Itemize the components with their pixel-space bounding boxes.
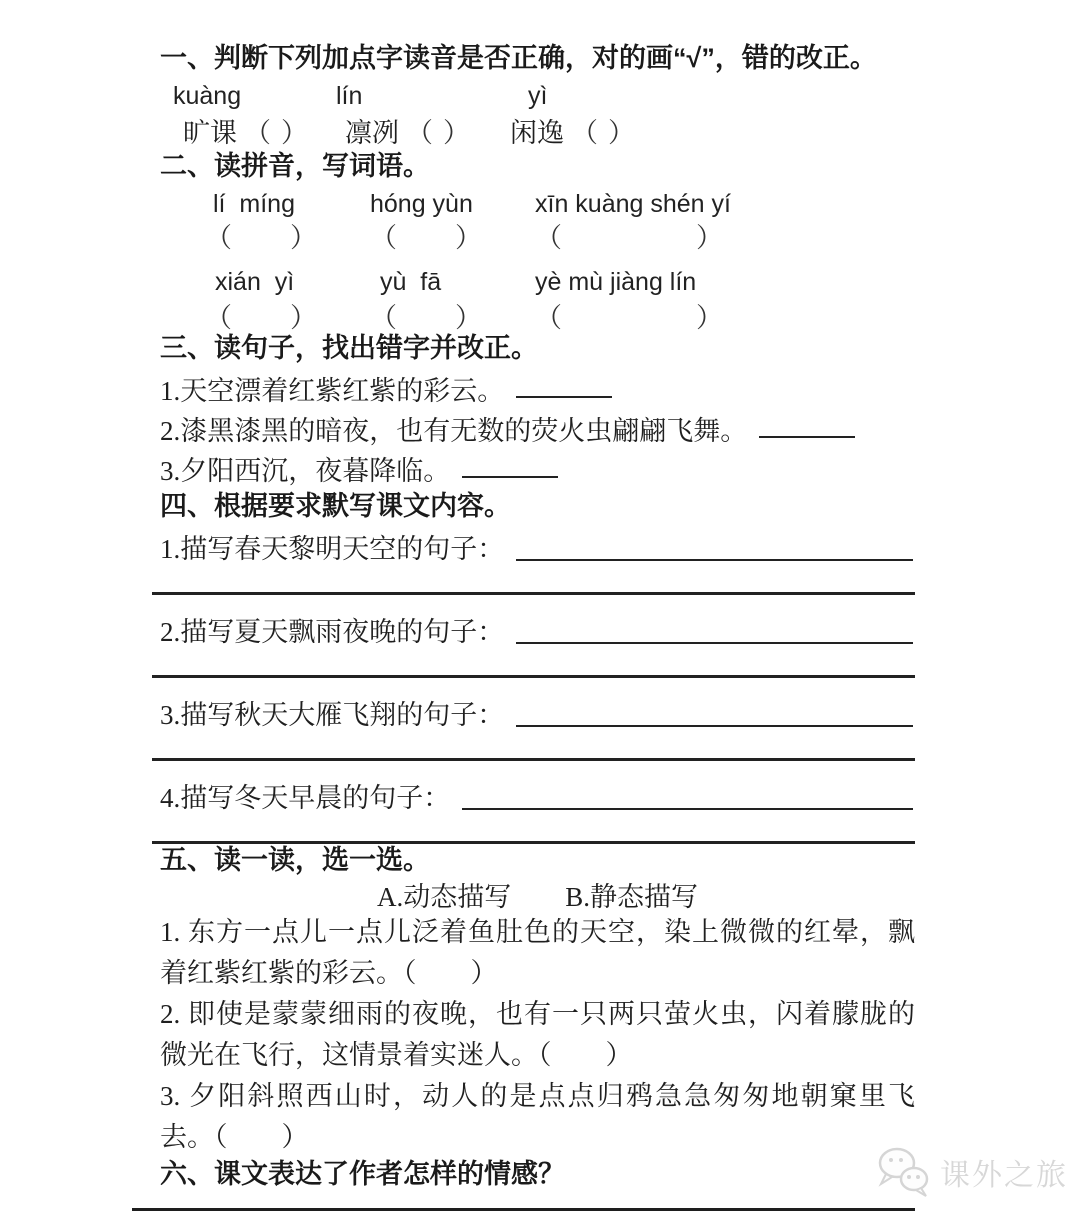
section-2-pinyin-row-1 — [205, 190, 915, 218]
section-2-heading: 二、读拼音，写词语。 — [160, 151, 430, 181]
answer-line — [516, 642, 913, 644]
open-paren: （ — [571, 118, 598, 148]
pinyin-label: yì — [528, 82, 548, 110]
word-with-blank — [345, 116, 510, 150]
section-emotion-question — [160, 1158, 915, 1190]
close-paren: ） — [290, 223, 317, 253]
word-with-blank — [510, 116, 915, 150]
close-paren: ） — [281, 118, 308, 148]
answer-line — [152, 675, 915, 678]
open-paren: （ — [535, 303, 562, 333]
close-paren: ） — [608, 118, 635, 148]
close-paren: ） — [455, 303, 482, 333]
close-paren: ） — [290, 303, 317, 333]
open-paren: （ — [244, 118, 271, 148]
section-5-heading: 五、读一读，选一选。 — [160, 845, 430, 875]
pinyin-label: xián yì — [215, 268, 295, 296]
answer-blank-line — [759, 432, 855, 438]
answer-parentheses — [535, 304, 723, 332]
section-1-word-row — [183, 116, 915, 150]
dictation-item — [160, 696, 915, 734]
word-label: 旷课 — [183, 118, 237, 148]
answer-parentheses — [244, 116, 308, 150]
choice-options: A.动态描写 B.静态描写 — [376, 882, 698, 912]
answer-parentheses — [571, 116, 635, 150]
answer-line — [516, 559, 913, 561]
pinyin-label: kuàng — [173, 82, 242, 110]
section-3-heading: 三、读句子，找出错字并改正。 — [160, 333, 538, 363]
open-paren: （ — [205, 223, 232, 253]
dictation-item — [160, 779, 915, 817]
close-paren: ） — [696, 223, 723, 253]
answer-line — [462, 808, 913, 810]
section-write-words — [160, 150, 915, 332]
dictation-item — [160, 613, 915, 651]
chat-bubbles-icon — [874, 1146, 932, 1198]
watermark — [874, 1146, 1068, 1198]
answer-line — [516, 725, 913, 727]
answer-line — [152, 758, 915, 761]
answer-blank-line — [516, 392, 612, 398]
sentence-text: 1.天空漂着红紫红紫的彩云。 — [160, 376, 505, 406]
choice-sentence: 3. 夕阳斜照西山时，动人的是点点归鸦急急匆匆地朝窠里飞去。（ ） — [160, 1081, 915, 1152]
answer-parentheses — [370, 224, 482, 252]
open-paren: （ — [205, 303, 232, 333]
pinyin-label: lí míng — [213, 190, 295, 218]
section-2-paren-row-2 — [205, 304, 915, 332]
pinyin-label: yè mù jiàng lín — [535, 268, 697, 296]
answer-parentheses — [370, 304, 482, 332]
pinyin-label: yù fā — [380, 268, 442, 296]
prompt-label: 4.描写冬天早晨的句子： — [160, 783, 451, 813]
section-6-heading: 六、课文表达了作者怎样的情感？ — [160, 1159, 565, 1189]
close-paren: ） — [443, 118, 470, 148]
prompt-label: 1.描写春天黎明天空的句子： — [160, 534, 505, 564]
open-paren: （ — [370, 223, 397, 253]
sentence-text: 2.漆黑漆黑的暗夜，也有无数的荧火虫翩翩飞舞。 — [160, 416, 748, 446]
pinyin-label: lín — [336, 82, 363, 110]
open-paren: （ — [406, 118, 433, 148]
choice-sentence: 2. 即使是蒙蒙细雨的夜晚，也有一只两只萤火虫，闪着朦胧的微光在飞行，这情景着实迷人。（ ） — [160, 999, 915, 1070]
open-paren: （ — [370, 303, 397, 333]
answer-line — [132, 1208, 915, 1211]
watermark-text: 课外之旅 — [940, 1159, 1068, 1192]
section-2-paren-row-1 — [205, 224, 915, 252]
word-label: 凛冽 — [345, 118, 399, 148]
section-1-pinyin-row — [173, 82, 915, 110]
pinyin-label: xīn kuàng shén yí — [535, 190, 731, 218]
word-with-blank — [183, 116, 345, 150]
answer-parentheses — [205, 304, 317, 332]
close-paren: ） — [455, 223, 482, 253]
sentence-item — [160, 452, 915, 490]
prompt-label: 2.描写夏天飘雨夜晚的句子： — [160, 617, 505, 647]
section-pronunciation — [160, 42, 915, 150]
dictation-item — [160, 530, 915, 568]
section-2-pinyin-row-2 — [205, 268, 915, 296]
sentence-item — [160, 372, 915, 410]
section-find-wrong-characters — [160, 332, 915, 490]
answer-parentheses — [535, 224, 723, 252]
section-1-heading: 一、判断下列加点字读音是否正确，对的画“√”，错的改正。 — [160, 43, 877, 73]
sentence-item — [160, 412, 915, 450]
pinyin-label: hóng yùn — [370, 190, 473, 218]
open-paren: （ — [535, 223, 562, 253]
word-label: 闲逸 — [510, 118, 564, 148]
answer-parentheses — [205, 224, 317, 252]
close-paren: ） — [696, 303, 723, 333]
section-4-heading: 四、根据要求默写课文内容。 — [160, 491, 511, 521]
answer-blank-line — [462, 472, 558, 478]
section-dictation — [160, 490, 915, 844]
section-choose — [160, 844, 915, 1158]
answer-parentheses — [406, 116, 470, 150]
choice-sentence: 1. 东方一点儿一点儿泛着鱼肚色的天空，染上微微的红晕，飘着红紫红紫的彩云。（ ） — [160, 917, 915, 988]
sentence-text: 3.夕阳西沉，夜暮降临。 — [160, 456, 451, 486]
answer-line — [152, 592, 915, 595]
prompt-label: 3.描写秋天大雁飞翔的句子： — [160, 700, 505, 730]
